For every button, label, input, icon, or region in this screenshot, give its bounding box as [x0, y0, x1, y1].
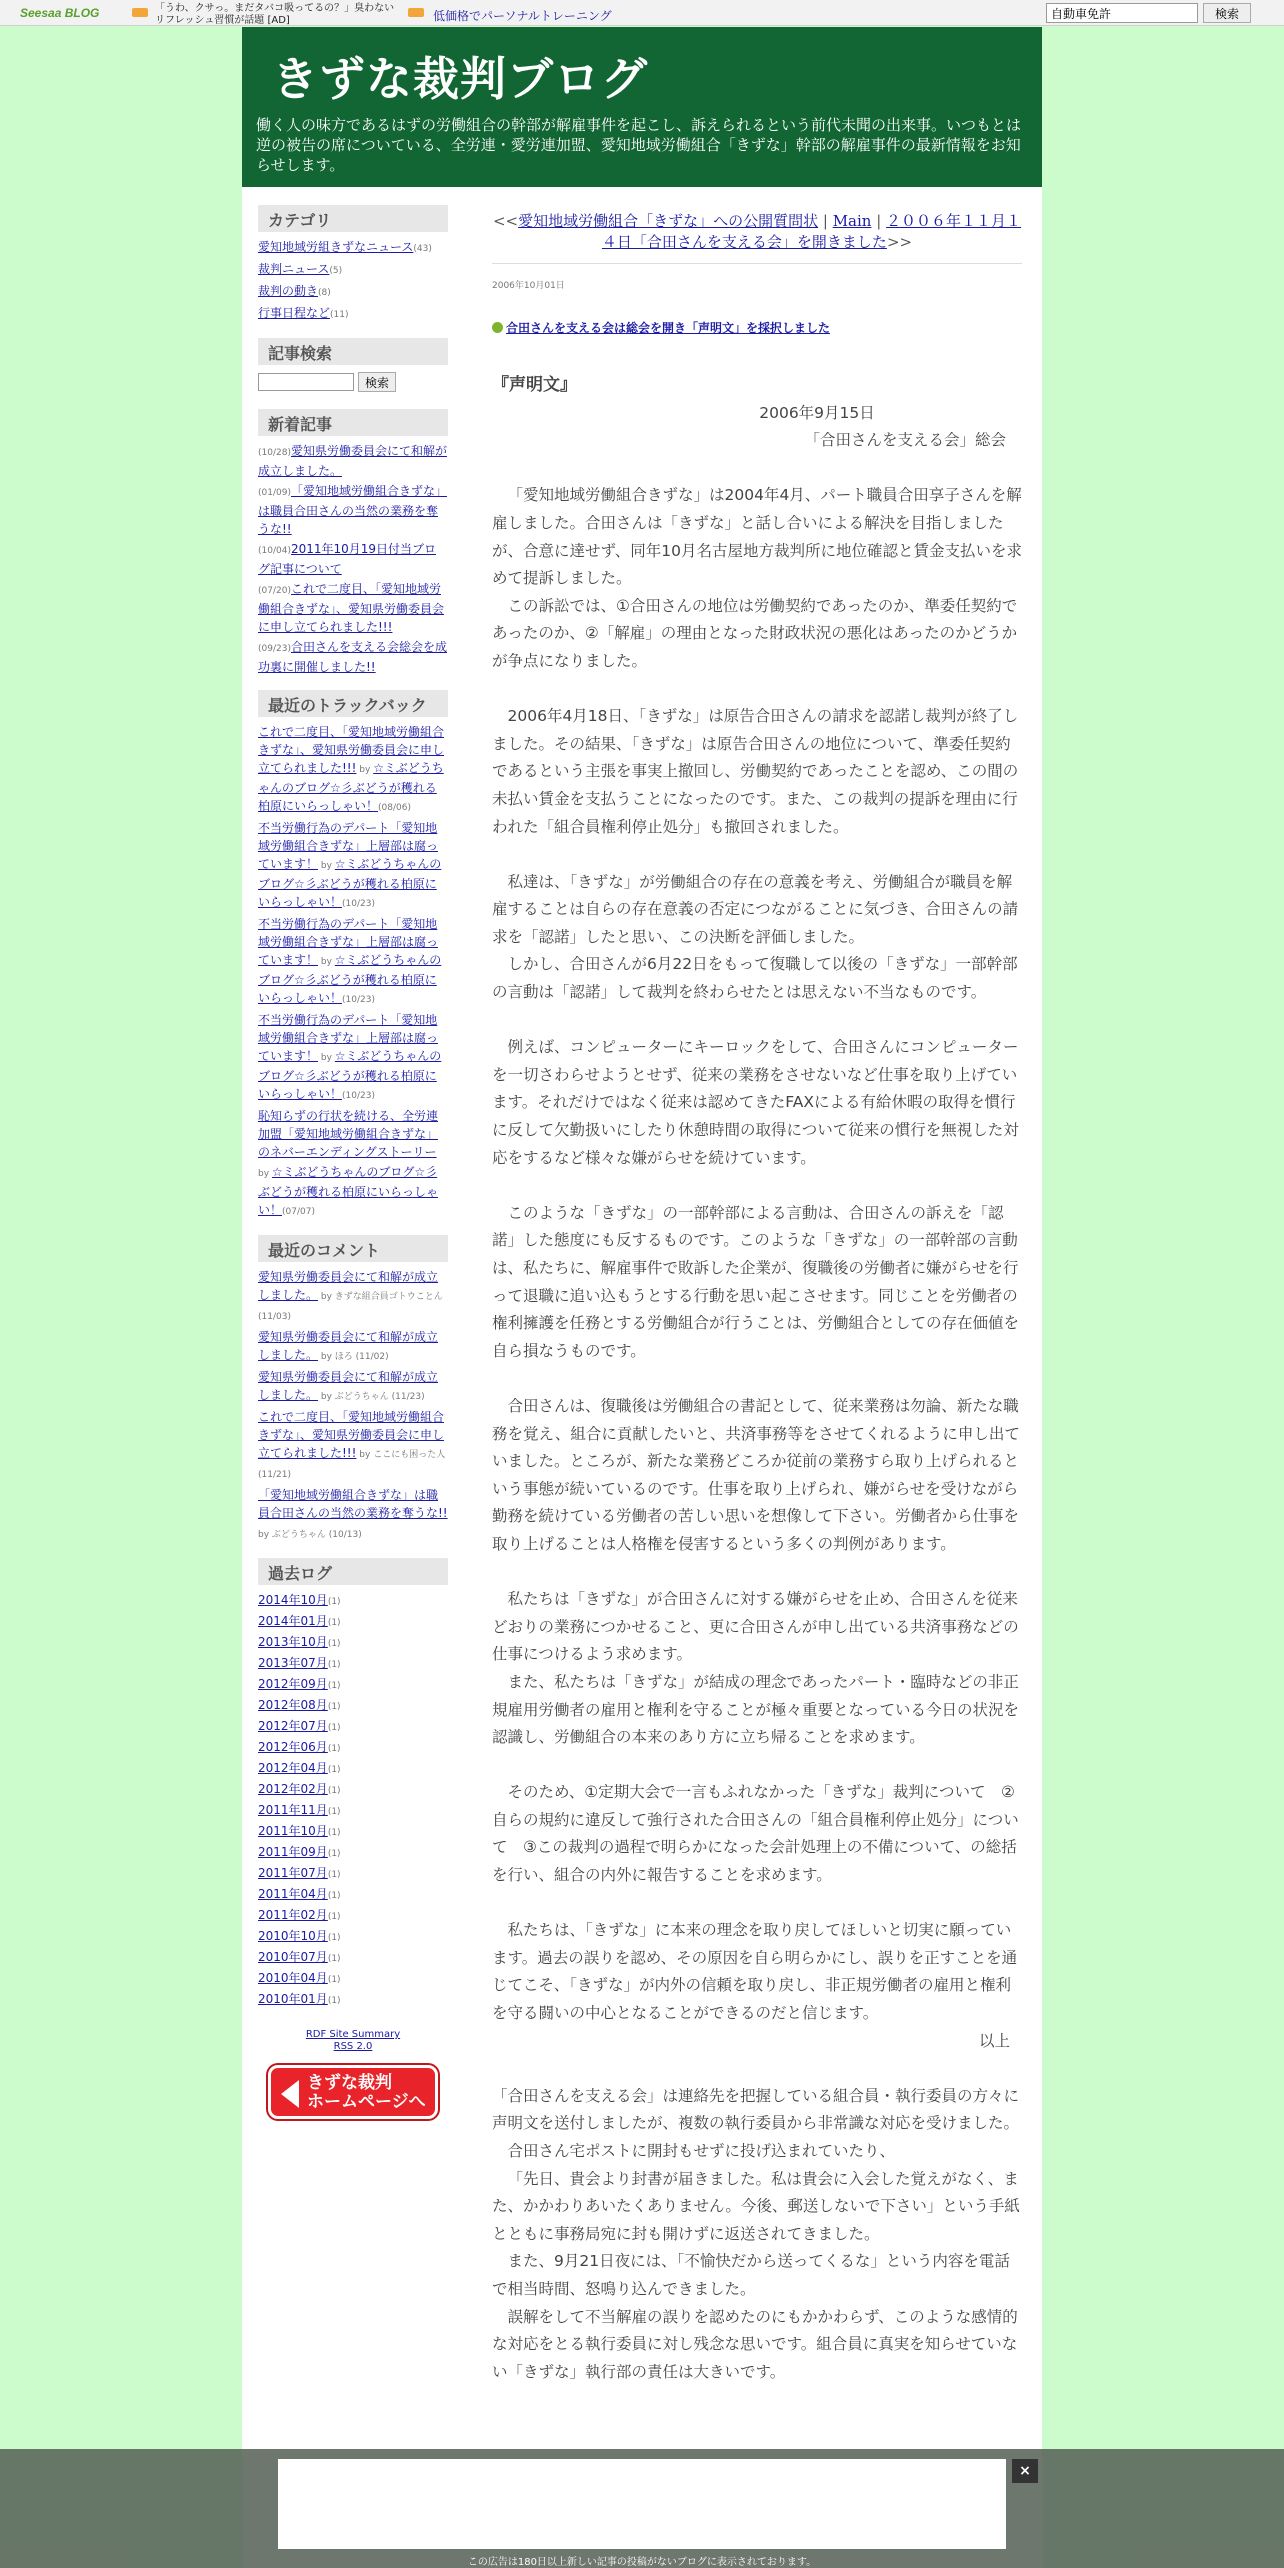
comment-item [258, 1268, 448, 1326]
category-item [258, 282, 448, 302]
trackback-author-link[interactable]: ☆ミぶどうちゃんのブログ☆彡ぶどうが穫れる柏原にいらっしゃい！ [258, 857, 442, 909]
archive-link[interactable]: 2012年08月 [258, 1698, 328, 1712]
archive-item [258, 1738, 448, 1759]
rss-link[interactable]: RSS 2.0 [333, 2041, 373, 2052]
category-count: (8) [318, 288, 331, 298]
recent-link[interactable]: 「愛知地域労働組合きずな」は職員合田さんの当然の業務を奪うな!! [258, 484, 447, 536]
comment-link[interactable]: 愛知県労働委員会にて和解が成立しました。 [258, 1370, 439, 1402]
paragraph: 「愛知地域労働組合きずな」は2004年4月、パート職員合田享子さんを解雇しました。合田さんは「きずな」と話し合いによる解決を目指しましたが、合意に達せず、同年10月名古屋地方裁判所に地位確認と賃金支払いを求めて提訴しました。 [492, 486, 1022, 588]
archive-item [258, 1633, 448, 1654]
main-content [492, 211, 1022, 2386]
archive-link[interactable]: 2014年01月 [258, 1614, 328, 1628]
archive-count: (1) [327, 1702, 341, 1712]
trackback-item [258, 723, 448, 817]
paragraph: また、9月21日夜には、「不愉快だから送ってくるな」という内容を電話で相当時間、怒鳴り込んできました。 [492, 2252, 1010, 2298]
recent-link[interactable]: 2011年10月19日付当ブログ記事について [258, 542, 437, 576]
paragraph: しかし、合田さんが6月22日をもって復職して以後の「きずな」一部幹部の言動は「認諾」して裁判を終わらせたとは思えない不当なものです。 [492, 955, 1018, 1002]
archive-item [258, 1990, 448, 2011]
top-bar [0, 0, 1284, 26]
trackback-item [258, 1011, 448, 1105]
trackback-link[interactable]: これで二度目、「愛知地域労働組合きずな」、愛知県労働委員会に申し立てられました!!! [258, 725, 445, 775]
top-search-input[interactable] [1046, 3, 1198, 23]
archive-count: (1) [327, 1933, 341, 1943]
logo-blog-text: BLOG [64, 6, 100, 20]
comment-item [258, 1368, 448, 1406]
archive-link[interactable]: 2013年10月 [258, 1635, 328, 1649]
category-item [258, 260, 448, 280]
comment-link[interactable]: これで二度目、「愛知地域労働組合きずな」、愛知県労働委員会に申し立てられました!!! [258, 1410, 445, 1460]
archive-item [258, 1948, 448, 1969]
category-item [258, 304, 448, 324]
paragraph: 合田さん宅ポストに開封もせずに投げ込まれていたり、 [507, 2142, 896, 2160]
archive-count: (1) [327, 1870, 341, 1880]
archive-count: (1) [327, 1912, 341, 1922]
banner-line2: ホームページへ [307, 2092, 426, 2112]
archive-count: (1) [327, 1765, 341, 1775]
close-icon[interactable]: × [1012, 2459, 1038, 2483]
archive-link[interactable]: 2010年10月 [258, 1929, 328, 1943]
archive-link[interactable]: 2013年07月 [258, 1656, 328, 1670]
trackback-item [258, 1107, 448, 1221]
trackback-by: by [318, 861, 335, 871]
archive-count: (1) [327, 1954, 341, 1964]
blog-title[interactable]: きずな裁判ブログ [272, 52, 648, 106]
closing-mark: 以上 [978, 2031, 1010, 2050]
top-search-button[interactable]: 検索 [1203, 3, 1251, 23]
paragraph: この訴訟では、①合田さんの地位は労働契約であったのか、準委任契約であったのか、②「解雇」の理由となった財政状況の悪化はあったのかどうかが争点になりました。 [492, 596, 1018, 670]
recent-date: (01/09) [258, 488, 291, 498]
blog-header [242, 27, 1042, 187]
bullet-dot-icon [492, 322, 503, 333]
category-count: (5) [329, 266, 343, 276]
nav-prev-prefix: << [492, 212, 519, 230]
page-container [242, 27, 1042, 2568]
archive-link[interactable]: 2011年10月 [258, 1824, 328, 1838]
archive-count: (1) [327, 1786, 341, 1796]
archive-count: (1) [327, 1828, 341, 1838]
archive-link[interactable]: 2011年07月 [258, 1866, 328, 1880]
archive-count: (1) [327, 1744, 341, 1754]
archive-link[interactable]: 2011年04月 [258, 1887, 328, 1901]
archive-count: (1) [327, 1660, 341, 1670]
archive-count: (1) [327, 1618, 341, 1628]
nav-next-suffix: >> [886, 233, 913, 251]
paragraph: 私達は、「きずな」が労働組合の存在の意義を考え、労働組合が職員を解雇することは自らの存在意義の否定につながることに気づき、合田さんの請求を「認諾」したと思い、この決断を評価しました。 [492, 872, 1019, 946]
archive-item [258, 1801, 448, 1822]
trackback-item [258, 819, 448, 913]
feed-links [258, 2029, 448, 2053]
comment-date: (11/21) [258, 1470, 291, 1480]
category-count: (11) [330, 310, 349, 320]
pr-badge-icon [132, 8, 148, 17]
banner-line1: きずな裁判 [307, 2073, 392, 2093]
blog-description: 働く人の味方であるはずの労働組合の幹部が解雇事件を起こし、訴えられるという前代未聞の出来事。いつもとは逆の被告の席についている、全労連・愛労連加盟、愛知地域労働組合「きずな」幹部の解雇事件の最新情報をお知らせします。 [256, 116, 1022, 174]
paragraph: 私たちは、「きずな」に本来の理念を取り戻してほしいと切実に願っています。過去の誤りを認め、その原因を自ら明らかにし、誤りを正すことを通じてこそ、「きずな」が内外の信頼を取り戻し、非正規労働者の雇用と権利を守る闘いの中心となることができるのだと信じます。 [492, 1921, 1018, 2023]
archive-item [258, 1969, 448, 1990]
arrow-left-icon [281, 2080, 299, 2108]
paragraph: 「先日、貴会より封書が届きました。私は貴会に入会した覚えがなく、また、かかわりあいたくありません。今後、郵送しないで下さい」という手紙とともに事務局宛に封も開けずに返送されてきました。 [492, 2169, 1020, 2243]
archive-count: (1) [327, 1849, 341, 1859]
sidebar-search-button[interactable]: 検索 [358, 372, 396, 392]
trackback-item [258, 915, 448, 1009]
sidebar [258, 205, 448, 2119]
recent-item [258, 482, 448, 538]
comment-link[interactable]: 「愛知地域労働組合きずな」は職員合田さんの当然の業務を奪うな!! [258, 1488, 448, 1520]
ad-notice: この広告は180日以上新しい記事の投稿がないブログに表示されております。 [467, 2557, 817, 2568]
paragraph: また、私たちは「きずな」が結成の理念であったパート・臨時などの非正規雇用労働者の雇用と権利を守ることが極々重要となっている今日の状況を認識し、労働組合の本来のあり方に立ち帰ることを求めます。 [492, 1672, 1020, 1747]
sidebar-search-input[interactable] [258, 373, 354, 391]
trackback-author-link[interactable]: ☆ミぶどうちゃんのブログ☆彡ぶどうが穫れる柏原にいらっしゃい！ [258, 953, 442, 1005]
recent-link[interactable]: 合田さんを支える会総会を成功裏に開催しました!! [258, 640, 447, 674]
archive-list [258, 1591, 448, 2011]
trackback-author-link[interactable]: ☆ミぶどうちゃんのブログ☆彡ぶどうが穫れる柏原にいらっしゃい！ [258, 761, 444, 813]
nav-main-link[interactable]: Main [832, 212, 872, 230]
archive-link[interactable]: 2012年07月 [258, 1719, 328, 1733]
archive-item [258, 1675, 448, 1696]
comment-item [258, 1408, 448, 1484]
recent-link[interactable]: これで二度目、「愛知地域労働組合きずな」、愛知県労働委員会に申し立てられました!!! [258, 582, 445, 634]
trackback-date: (10/23) [342, 1091, 375, 1101]
recent-item [258, 540, 448, 578]
archive-link[interactable]: 2012年09月 [258, 1677, 328, 1691]
recent-link[interactable]: 愛知県労働委員会にて和解が成立しました。 [258, 444, 447, 478]
category-title: カテゴリ [258, 205, 448, 232]
trackback-by: by [258, 1169, 272, 1179]
archive-item [258, 1885, 448, 1906]
archive-link[interactable]: 2010年07月 [258, 1950, 328, 1964]
comment-link[interactable]: 愛知県労働委員会にて和解が成立しました。 [258, 1330, 439, 1362]
recent-date: (10/28) [258, 448, 291, 458]
archive-link[interactable]: 2012年02月 [258, 1782, 328, 1796]
category-list [258, 238, 448, 324]
archive-item [258, 1927, 448, 1948]
archive-link[interactable]: 2011年02月 [258, 1908, 328, 1922]
ad-frame[interactable] [278, 2459, 1006, 2549]
archive-item [258, 1717, 448, 1738]
archive-link[interactable]: 2012年06月 [258, 1740, 328, 1754]
category-link[interactable]: 行事日程など [258, 306, 331, 320]
comment-date: (10/13) [325, 1530, 362, 1540]
entry-date: 2006年10月01日 [492, 281, 565, 291]
paragraph: 私たちは「きずな」が合田さんに対する嫌がらせを止め、合田さんを従来どおりの業務につかせること、更に合田さんが申し出ている共済事務などの仕事につけるよう求めます。 [492, 1590, 1019, 1664]
seesaa-blog-logo[interactable] [20, 6, 99, 20]
category-link[interactable]: 裁判の動き [258, 284, 319, 298]
archive-link[interactable]: 2011年11月 [258, 1803, 328, 1817]
archive-item [258, 1843, 448, 1864]
entry-navigation [492, 211, 1022, 264]
comment-date: (11/02) [352, 1352, 389, 1362]
statement-heading: 『声明文』 [492, 375, 577, 395]
archive-link[interactable]: 2014年10月 [258, 1593, 328, 1607]
statement-date: 2006年9月15日 [759, 403, 875, 422]
archive-count: (1) [327, 1891, 341, 1901]
nav-next-link[interactable]: ２００６年１１月１４日「合田さんを支える会」を開きました [601, 212, 1022, 251]
archive-link[interactable]: 2010年04月 [258, 1971, 328, 1985]
archive-item [258, 1864, 448, 1885]
nav-separator: | [818, 212, 833, 230]
trackback-by: by [318, 1053, 335, 1063]
trackback-list [258, 723, 448, 1221]
trackback-link[interactable]: 恥知らずの行状を続ける、全労連加盟「愛知地域労働組合きずな」のネバーエンディングストーリー [258, 1109, 439, 1159]
archive-link[interactable]: 2012年04月 [258, 1761, 328, 1775]
archive-item [258, 1696, 448, 1717]
entry-title-link[interactable]: 合田さんを支える会は総会を開き「声明文」を採択しました [506, 321, 831, 335]
trackback-date: (10/23) [342, 899, 375, 909]
archive-count: (1) [327, 1723, 341, 1733]
archive-item [258, 1780, 448, 1801]
comment-item [258, 1328, 448, 1366]
archive-item [258, 1759, 448, 1780]
paragraph: このような「きずな」の一部幹部による言動は、合田さんの訴えを「認諾」した態度にも反するものです。このような「きずな」の一部幹部の言動は、私たちに、解雇事件で敗訴した企業が、復職後の労働者に嫌がらせを行って退職に追い込もうとする行動を思い起こさせます。同じことを労働者の権利擁護を任務とする労働組合が行うことは、労働組合としての存在価値を自ら損なうものです。 [492, 1203, 1020, 1360]
paragraph: 例えば、コンピューターにキーロックをして、合田さんにコンピューターを一切さわらせようとせず、従来の業務をさせないなど仕事を取り上げています。それだけではなく従来は認めてきたFAXによる有給休暇の取得を慣行に反して欠勤扱いにしたり休憩時間の取得について従来の慣行を無視した対応をするなど様々な嫌がらせを続けています。 [492, 1038, 1019, 1167]
comment-date: (11/23) [388, 1392, 425, 1402]
paragraph: そのため、①定期大会で一言もふれなかった「きずな」裁判について ②自らの規約に違反して強行された合田さんの「組合員権利停止処分」について ③この裁判の過程で明らかになった会計処理上の不備について、の総括を行い、組合の内外に報告することを求めます。 [492, 1783, 1019, 1885]
trackback-link[interactable]: 不当労働行為のデパート「愛知地域労働組合きずな」上層部は腐っています！ [258, 1013, 439, 1063]
top-ad-link-2[interactable]: 低価格でパーソナルトレーニング [433, 9, 612, 23]
recent-list [258, 442, 448, 676]
archive-item [258, 1822, 448, 1843]
category-item [258, 238, 448, 258]
archive-count: (1) [327, 1975, 341, 1985]
recent-date: (10/04) [258, 546, 291, 556]
archive-item [258, 1591, 448, 1612]
comment-link[interactable]: 愛知県労働委員会にて和解が成立しました。 [258, 1270, 439, 1302]
comment-by: by ほろ [318, 1352, 353, 1362]
trackback-by: by [318, 957, 335, 967]
trackback-link[interactable]: 不当労働行為のデパート「愛知地域労働組合きずな」上層部は腐っています！ [258, 917, 439, 967]
archive-item [258, 1654, 448, 1675]
bottom-ad-overlay [0, 2449, 1284, 2568]
statement-org: 「合田さんを支える会」総会 [804, 431, 1006, 450]
comment-by: by きずな組合員ゴトウことん [318, 1292, 443, 1302]
top-ad-link-1[interactable]: 「うわ、クサっ。まだタバコ吸ってるの？」臭わないリフレッシュ習慣が話題 [AD] [155, 3, 395, 26]
trackback-date: (10/23) [342, 995, 375, 1005]
category-link[interactable]: 裁判ニュース [258, 262, 330, 276]
archive-count: (1) [327, 1681, 341, 1691]
comment-by: by ぶどうちゃん [318, 1392, 389, 1402]
paragraph: 「合田さんを支える会」は連絡先を把握している組合員・執行委員の方々に声明文を送付しましたが、複数の執行委員から非常識な対応を受けました。 [492, 2086, 1020, 2133]
pr-badge-icon [408, 8, 424, 17]
archive-count: (1) [327, 1807, 341, 1817]
paragraph: 誤解をして不当解雇の誤りを認めたのにもかかわらず、このような感情的な対応をとる執行委員に対し残念な思いです。組合員に真実を知らせていない「きずな」執行部の責任は大きいです。 [492, 2307, 1018, 2381]
recent-date: (09/23) [258, 644, 291, 654]
recent-item [258, 638, 448, 676]
category-count: (43) [413, 244, 432, 254]
comment-by: by ここにも困った人 [356, 1450, 446, 1460]
category-link[interactable]: 愛知地域労組きずなニュース [258, 240, 414, 254]
archive-count: (1) [327, 1639, 341, 1649]
archive-count: (1) [327, 1597, 341, 1607]
recent-date: (07/20) [258, 586, 291, 596]
archive-title: 過去ログ [258, 1558, 448, 1585]
paragraph: 合田さんは、復職後は労働組合の書記として、従来業務は勿論、新たな職務を覚え、組合に貢献したいと、共済事務等をさせてくれるように申し出ていました。ところが、新たな業務どころか従前の業務すら取り上げられるという事態が続いているのです。仕事を取り上げられ、嫌がらせを受けながら勤務を続けている労働者の苦しい思いを想像して下さい。労働者から仕事を取り上げることは人格権を侵害するという多くの判例があります。 [492, 1396, 1020, 1553]
sidebar-search [258, 371, 448, 395]
paragraph: 2006年4月18日、「きずな」は原告合田さんの請求を認諾し裁判が終了しました。その結果、「きずな」は原告合田さんの地位について、準委任契約であるという主張を事実上撤回し、労働契約であったことを認め、この間の未払い賃金を支払うことになったのです。また、この裁判の提訴を理由に行われた「組合員権利停止処分」も撤回されました。 [492, 707, 1019, 836]
trackback-author-link[interactable]: ☆ミぶどうちゃんのブログ☆彡ぶどうが穫れる柏原にいらっしゃい！ [258, 1049, 442, 1101]
nav-prev-link[interactable]: 愛知地域労働組合「きずな」への公開質問状 [518, 212, 819, 230]
trackback-link[interactable]: 不当労働行為のデパート「愛知地域労働組合きずな」上層部は腐っています！ [258, 821, 439, 871]
nav-separator: | [871, 212, 887, 230]
entry-title [492, 319, 1022, 336]
logo-seesaa-text: Seesaa [20, 6, 62, 20]
recent-item [258, 442, 448, 480]
entry-body [492, 372, 1022, 2386]
archive-item [258, 1906, 448, 1927]
comment-by: by ぶどうちゃん [258, 1530, 326, 1540]
comment-date: (11/03) [258, 1312, 291, 1322]
search-title: 記事検索 [258, 338, 448, 365]
rdf-link[interactable]: RDF Site Summary [305, 2029, 401, 2040]
homepage-banner[interactable] [268, 2065, 438, 2119]
recent-title: 新着記事 [258, 409, 448, 436]
archive-link[interactable]: 2011年09月 [258, 1845, 328, 1859]
comment-title: 最近のコメント [258, 1235, 448, 1262]
archive-count: (1) [327, 1996, 341, 2006]
comment-list [258, 1268, 448, 1544]
comment-item [258, 1486, 448, 1544]
recent-item [258, 580, 448, 636]
archive-link[interactable]: 2010年01月 [258, 1992, 328, 2006]
trackback-date: (08/06) [378, 803, 411, 813]
archive-item [258, 1612, 448, 1633]
trackback-date: (07/07) [282, 1207, 315, 1217]
trackback-by: by [356, 765, 374, 775]
trackback-author-link[interactable]: ☆ミぶどうちゃんのブログ☆彡ぶどうが穫れる柏原にいらっしゃい！ [258, 1165, 439, 1217]
trackback-title: 最近のトラックバック [258, 690, 448, 717]
